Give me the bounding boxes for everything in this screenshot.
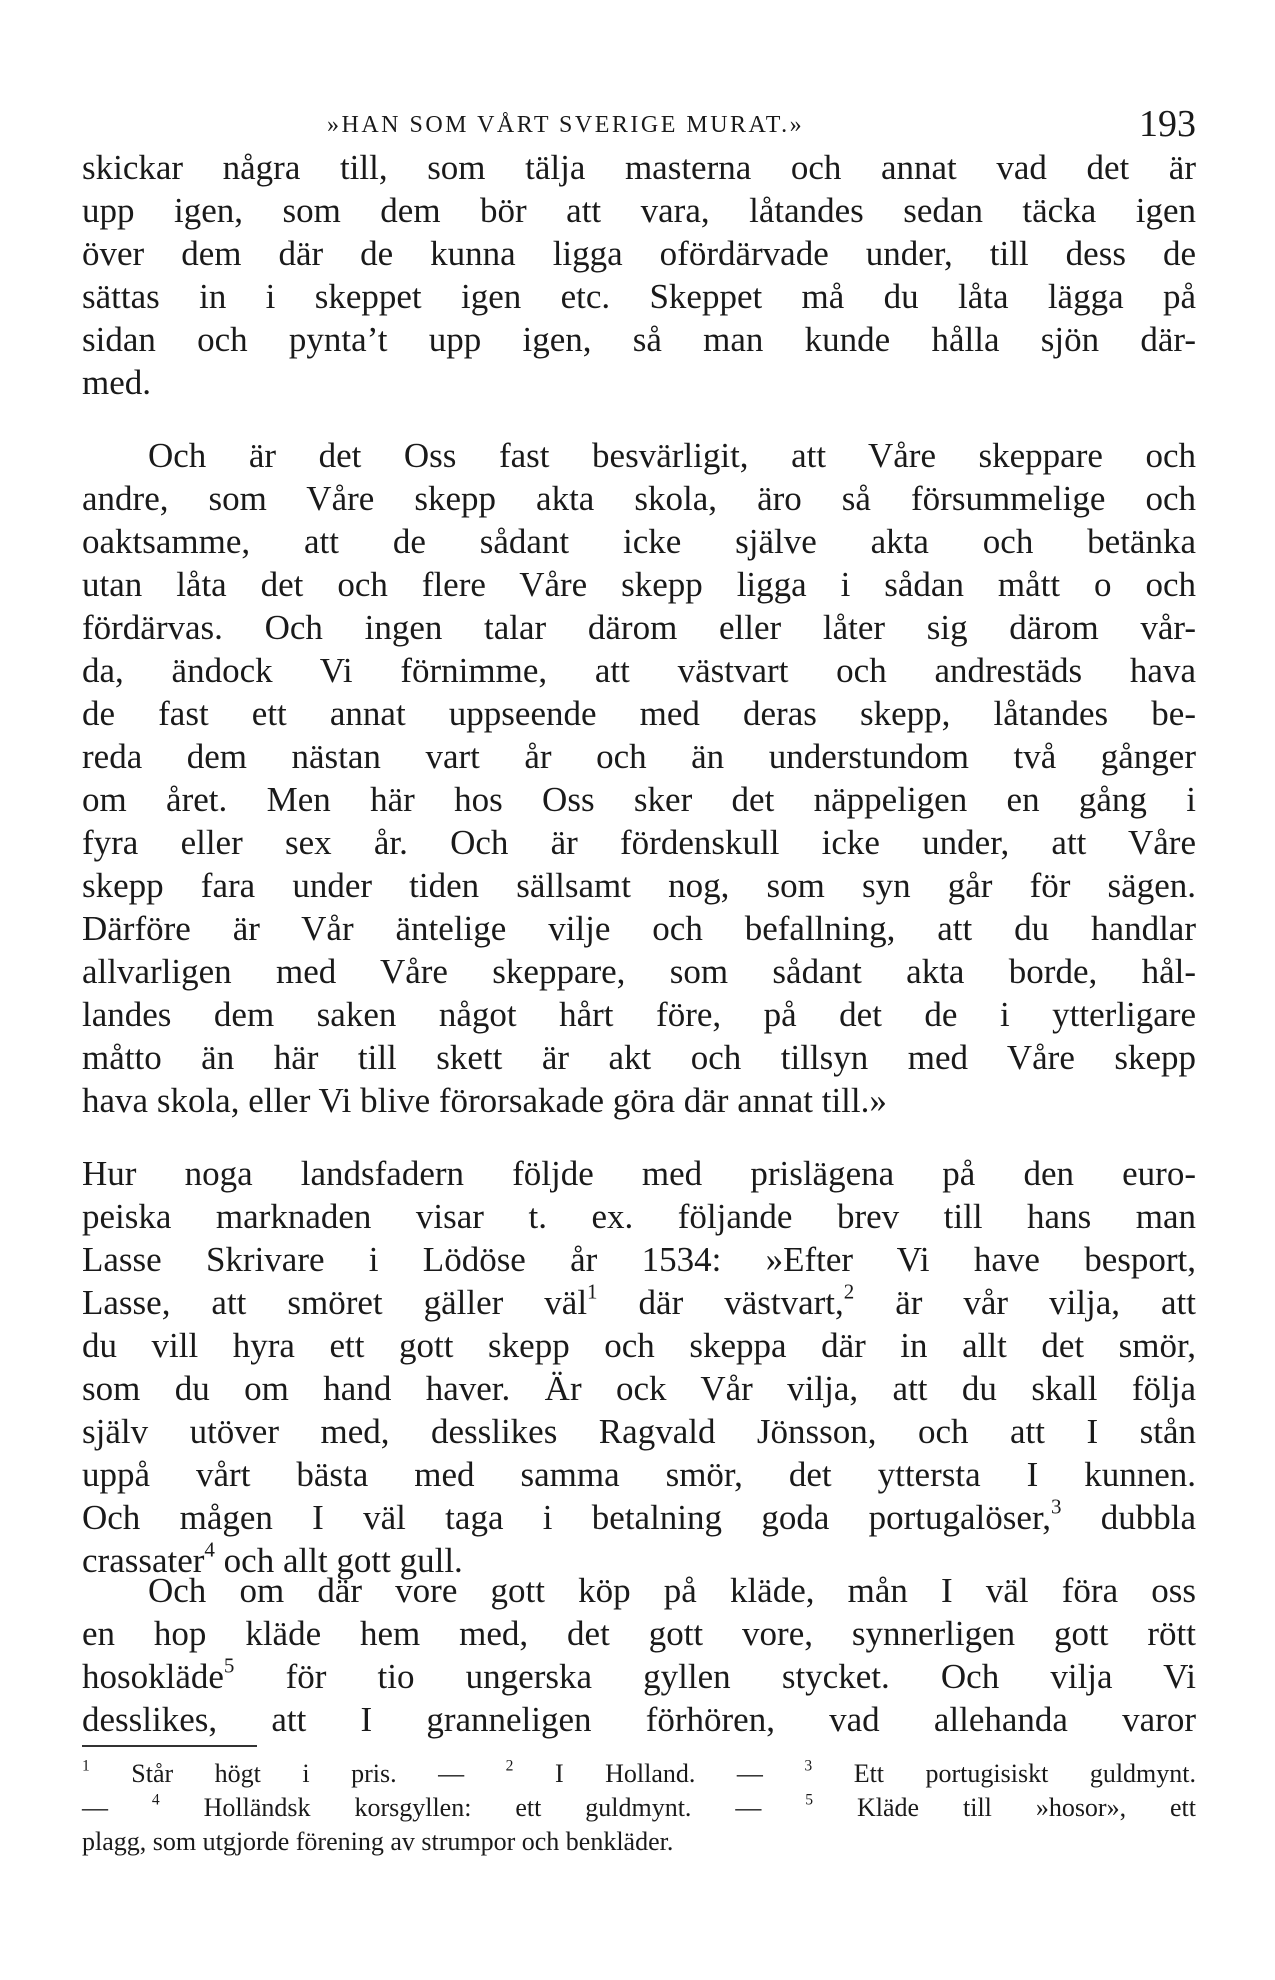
- footnote-number: 1: [82, 1757, 90, 1775]
- text-line: oaktsamme, att de sådant icke själve akta och betänka: [82, 522, 1196, 561]
- text-line: Lasse Skrivare i Lödöse år 1534: »Efter Vi have besport,: [82, 1240, 1196, 1279]
- footnote-ref: 2: [843, 1279, 855, 1304]
- text-segment: Och mågen I väl taga i betalning goda portugalöser,: [82, 1498, 1051, 1537]
- footnote-ref: 3: [1050, 1494, 1062, 1519]
- text-line: [82, 1281, 1196, 1324]
- text-line: som du om hand haver. Är ock Vår vilja, att du skall följa: [82, 1369, 1196, 1408]
- footnote-ref: 1: [587, 1279, 598, 1304]
- text-line: reda dem nästan vart år och än understundom två gånger: [82, 737, 1196, 776]
- footnote-ref: 4: [204, 1537, 215, 1562]
- text-segment: där västvart,: [597, 1283, 844, 1322]
- footnote-line: [82, 1757, 1196, 1791]
- footnote-divider: [82, 1745, 257, 1747]
- text-segment: Lasse, att smöret gäller väl: [82, 1283, 588, 1322]
- paragraph-3: [82, 1152, 1196, 1582]
- footnote-text: Ett portugisiskt guldmynt.: [812, 1759, 1196, 1788]
- running-head: »HAN SOM VÅRT SVERIGE MURAT.»: [327, 112, 805, 138]
- paragraph-4: [82, 1569, 1196, 1741]
- text-line: med.: [82, 363, 152, 402]
- footnote-text: Kläde till »hosor», ett: [813, 1793, 1196, 1822]
- footnote-text: Står högt i pris. —: [89, 1759, 506, 1788]
- text-line: sidan och pynta’t upp igen, så man kunde hålla sjön där-: [82, 320, 1196, 359]
- text-line: [82, 1655, 1196, 1698]
- text-line: Hur noga landsfadern följde med prislägena på den euro-: [82, 1154, 1196, 1193]
- footnote-ref: 5: [223, 1653, 235, 1678]
- text-line: måtto än här till skett är akt och tillsyn med Våre skepp: [82, 1038, 1196, 1077]
- text-line: en hop kläde hem med, det gott vore, synnerligen gott rött: [82, 1614, 1196, 1653]
- text-line: sättas in i skeppet igen etc. Skeppet må du låta lägga på: [82, 277, 1196, 316]
- paragraph-1: [82, 146, 1196, 404]
- page-number: 193: [1139, 103, 1196, 145]
- text-segment: crassater: [82, 1541, 205, 1580]
- text-line: fyra eller sex år. Och är fördenskull icke under, att Våre: [82, 823, 1196, 862]
- text-line: allvarligen med Våre skeppare, som sådant akta borde, hål-: [82, 952, 1196, 991]
- footnote-text: Holländsk korsgyllen: ett guldmynt. —: [159, 1793, 806, 1822]
- text-line: uppå vårt bästa med samma smör, det yttersta I kunnen.: [82, 1455, 1196, 1494]
- page-header: [82, 102, 1196, 152]
- paragraph-2: [82, 434, 1196, 1122]
- text-segment: och allt gott gull.: [214, 1541, 463, 1580]
- text-line: du vill hyra ett gott skepp och skeppa där in allt det smör,: [82, 1326, 1196, 1365]
- text-segment: är vår vilja, att: [854, 1283, 1196, 1322]
- text-line: fördärvas. Och ingen talar därom eller låter sig därom vår-: [82, 608, 1196, 647]
- text-line: andre, som Våre skepp akta skola, äro så försummelige och: [82, 479, 1196, 518]
- text-line: Och om där vore gott köp på kläde, mån I väl föra oss: [148, 1571, 1196, 1610]
- text-line: över dem där de kunna ligga ofördärvade under, till dess de: [82, 234, 1196, 273]
- text-line: da, ändock Vi förnimme, att västvart och andrestäds hava: [82, 651, 1196, 690]
- text-line: landes dem saken något hårt före, på det de i ytterligare: [82, 995, 1196, 1034]
- footnote-number: 5: [805, 1791, 814, 1809]
- text-line: de fast ett annat uppseende med deras skepp, låtandes be-: [82, 694, 1196, 733]
- footnote-line: plagg, som utgjorde förening av strumpor och benkläder.: [82, 1827, 674, 1856]
- text-line: Och är det Oss fast besvärligit, att Våre skeppare och: [148, 436, 1196, 475]
- footnote-number: 2: [505, 1757, 514, 1775]
- footnotes: [82, 1757, 1196, 1859]
- footnote-number: 4: [151, 1791, 160, 1809]
- text-segment: för tio ungerska gyllen stycket. Och vilja Vi: [234, 1657, 1196, 1696]
- footnote-text: —: [82, 1793, 152, 1822]
- text-line: själv utöver med, desslikes Ragvald Jönsson, och att I stån: [82, 1412, 1196, 1451]
- footnote-line: [82, 1791, 1196, 1825]
- text-line: upp igen, som dem bör att vara, låtandes sedan täcka igen: [82, 191, 1196, 230]
- text-segment: dubbla: [1061, 1498, 1197, 1537]
- footnote-number: 3: [804, 1757, 813, 1775]
- text-line: Därföre är Vår äntelige vilje och befallning, att du handlar: [82, 909, 1196, 948]
- footnote-text: I Holland. —: [513, 1759, 805, 1788]
- text-line: peiska marknaden visar t. ex. följande brev till hans man: [82, 1197, 1196, 1236]
- text-line: utan låta det och flere Våre skepp ligga i sådan mått o och: [82, 565, 1196, 604]
- text-line: hava skola, eller Vi blive förorsakade göra där annat till.»: [82, 1081, 887, 1120]
- text-line: skickar några till, som tälja masterna och annat vad det är: [82, 148, 1196, 187]
- text-line: [82, 1496, 1196, 1539]
- text-segment: hosokläde: [82, 1657, 224, 1696]
- text-line: desslikes, att I granneligen förhören, vad allehanda varor: [82, 1700, 1196, 1739]
- text-line: om året. Men här hos Oss sker det näppeligen en gång i: [82, 780, 1196, 819]
- text-line: skepp fara under tiden sällsamt nog, som syn går för sägen.: [82, 866, 1196, 905]
